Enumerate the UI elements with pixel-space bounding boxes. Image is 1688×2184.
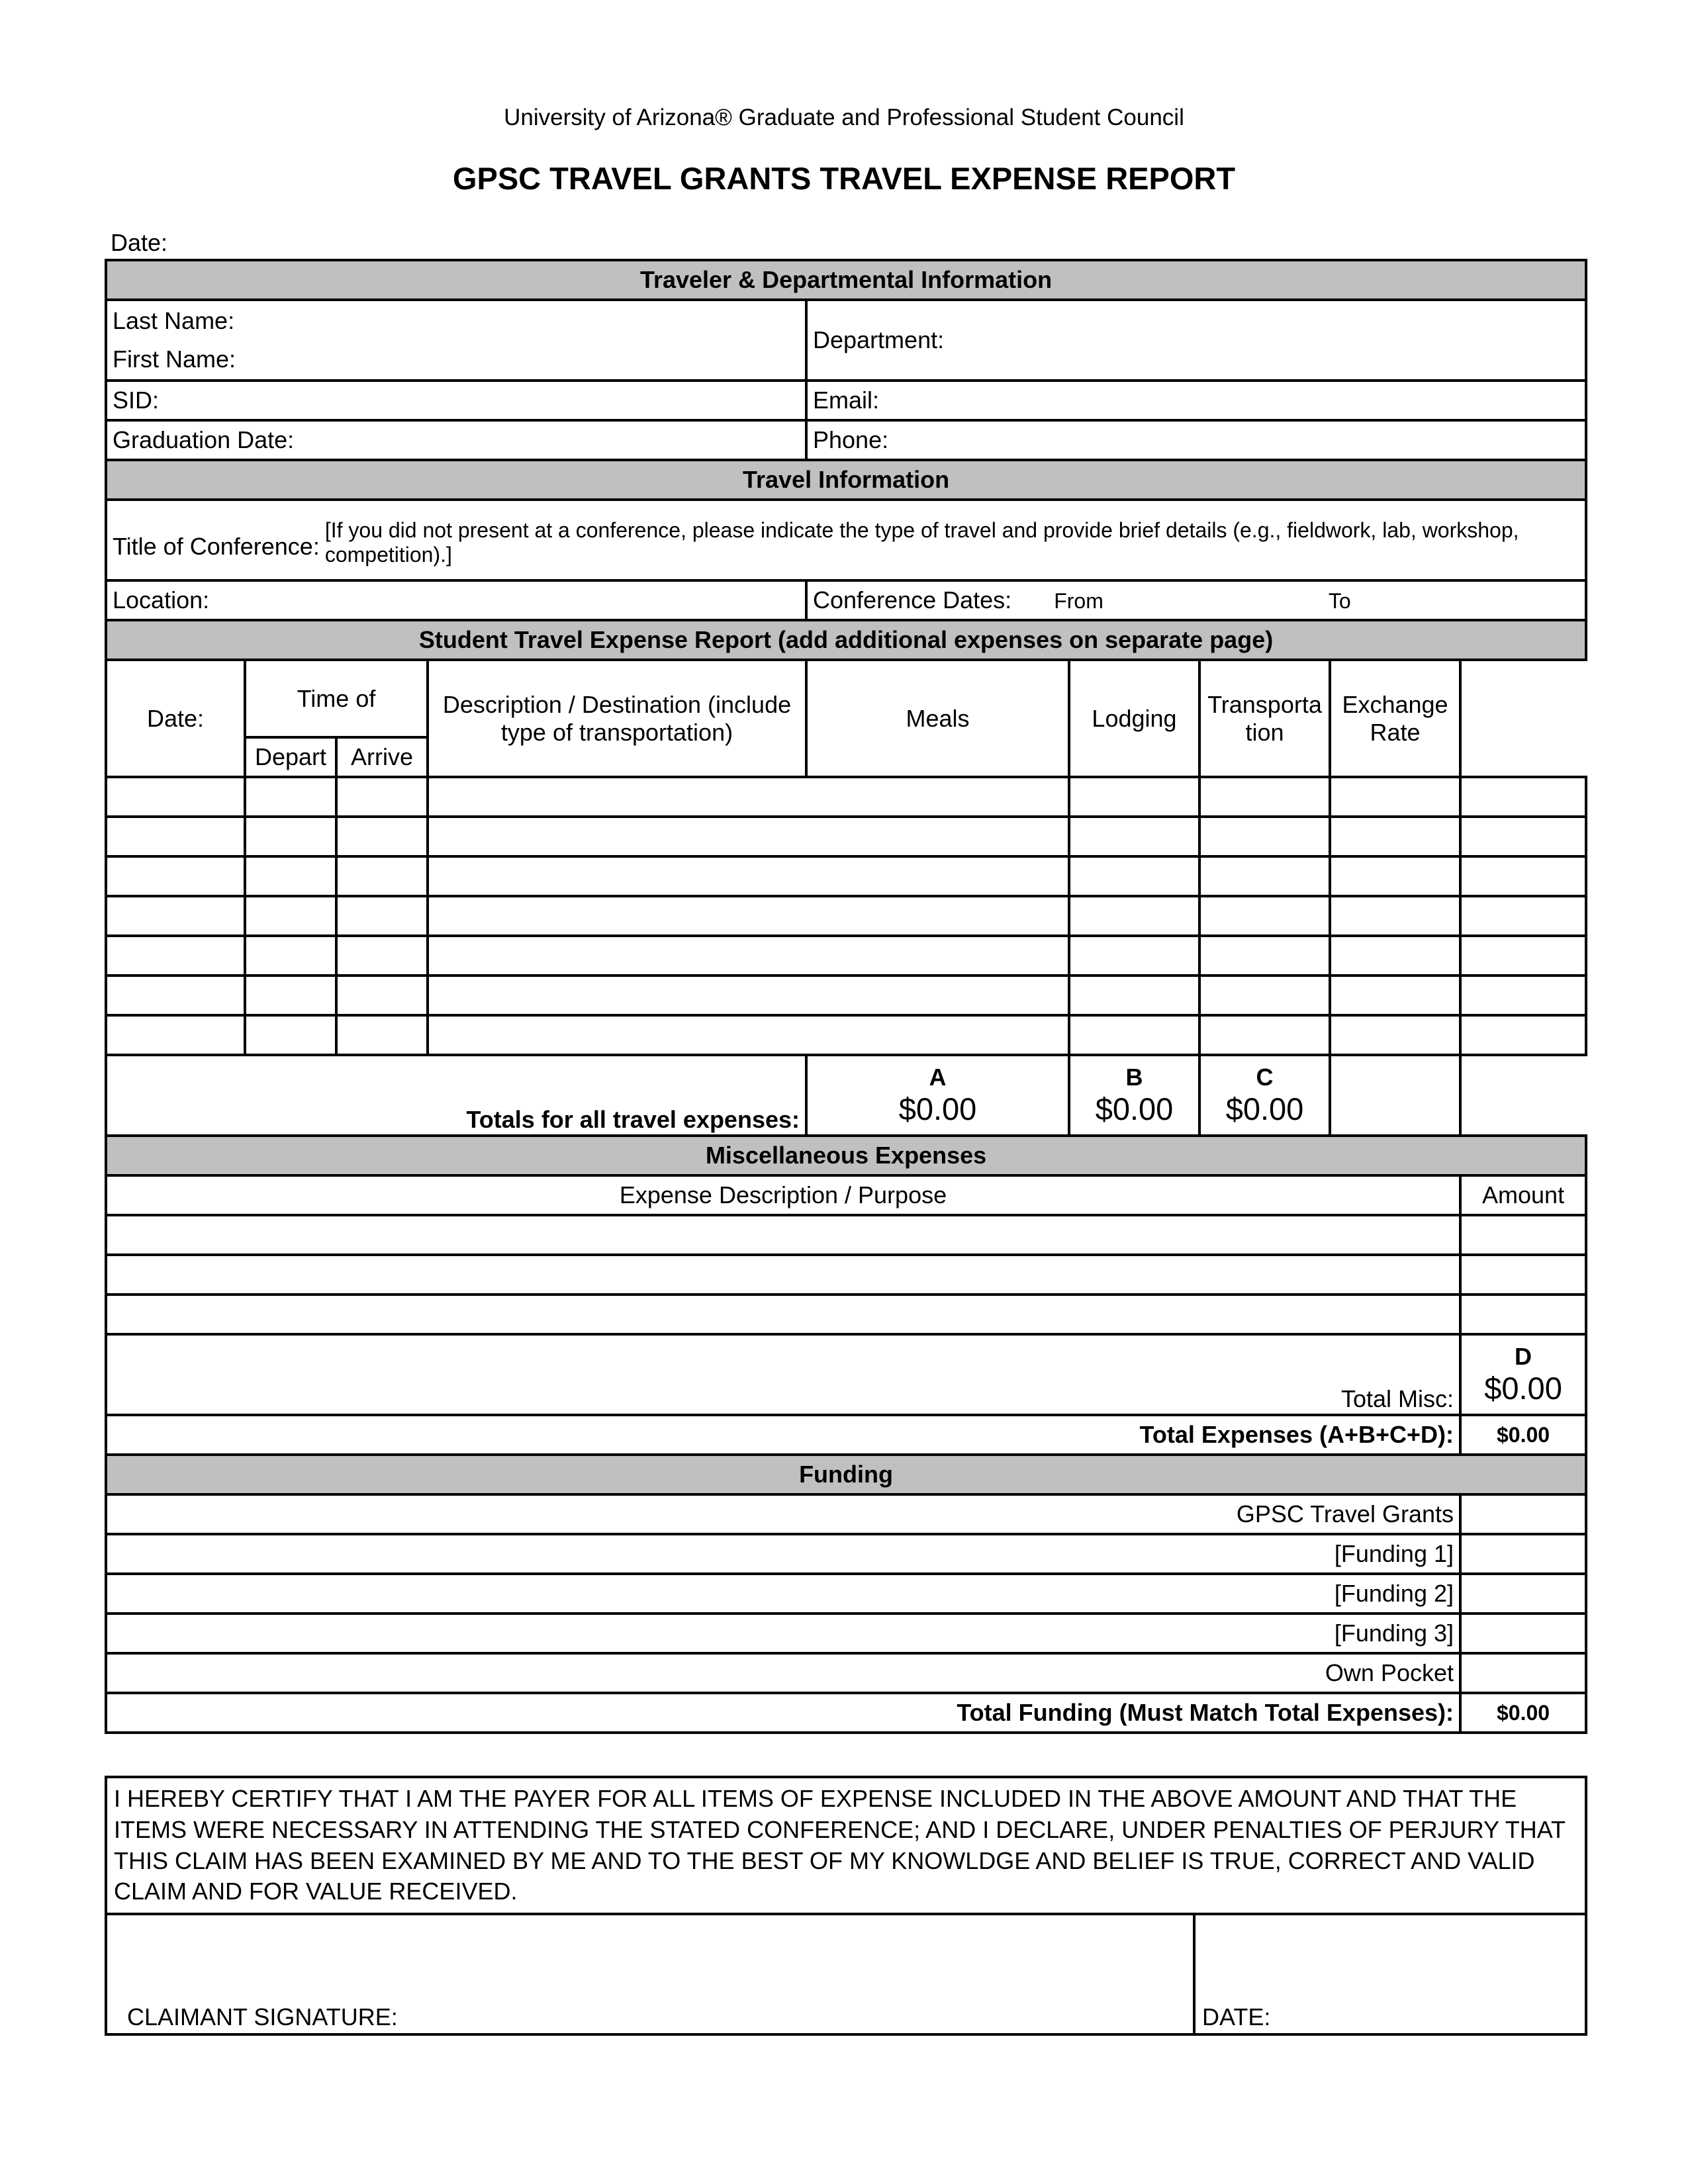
expense-arrive-cell[interactable] bbox=[336, 777, 428, 817]
funding-row bbox=[106, 1494, 1586, 1534]
total-transportation-cell bbox=[1199, 1055, 1330, 1136]
expense-report-form bbox=[105, 259, 1587, 1734]
funding-amount-cell[interactable] bbox=[1460, 1494, 1586, 1534]
misc-section-header: Miscellaneous Expenses bbox=[106, 1136, 1586, 1175]
misc-amount-cell[interactable] bbox=[1460, 1215, 1586, 1255]
page-title: GPSC TRAVEL GRANTS TRAVEL EXPENSE REPORT bbox=[452, 161, 1236, 196]
certification-block bbox=[105, 1776, 1587, 2036]
total-c-letter: C bbox=[1256, 1064, 1274, 1091]
funding-amount-cell[interactable] bbox=[1460, 1653, 1586, 1693]
misc-description-cell[interactable] bbox=[106, 1215, 1460, 1255]
expense-exchange-cell[interactable] bbox=[1460, 856, 1586, 896]
expense-date-cell[interactable] bbox=[106, 1015, 245, 1055]
funding-row bbox=[106, 1534, 1586, 1574]
expense-meals-cell[interactable] bbox=[1069, 936, 1199, 976]
expense-date-cell[interactable] bbox=[106, 896, 245, 936]
total-lodging-cell bbox=[1069, 1055, 1199, 1136]
expense-arrive-cell[interactable] bbox=[336, 896, 428, 936]
expense-lodging-cell[interactable] bbox=[1199, 777, 1330, 817]
last-name-field[interactable]: Last Name: bbox=[113, 307, 235, 334]
misc-amount-header: Amount bbox=[1460, 1175, 1586, 1215]
expense-row bbox=[106, 856, 1586, 896]
funding-source-label: [Funding 3] bbox=[106, 1614, 1460, 1653]
expense-date-cell[interactable] bbox=[106, 817, 245, 856]
expense-depart-cell[interactable] bbox=[245, 817, 336, 856]
totals-label: Totals for all travel expenses: bbox=[106, 1055, 806, 1136]
conference-title-label: Title of Conference: bbox=[113, 533, 320, 561]
expense-meals-cell[interactable] bbox=[1069, 1015, 1199, 1055]
expense-exchange-cell[interactable] bbox=[1460, 777, 1586, 817]
signature-date-field[interactable]: DATE: bbox=[1194, 1914, 1586, 2034]
col-date-header: Date: bbox=[106, 660, 245, 777]
misc-amount-cell[interactable] bbox=[1460, 1295, 1586, 1334]
expense-description-cell[interactable] bbox=[428, 896, 1069, 936]
expense-depart-cell[interactable] bbox=[245, 856, 336, 896]
from-label: From bbox=[1054, 589, 1103, 614]
to-label: To bbox=[1328, 589, 1351, 614]
misc-description-cell[interactable] bbox=[106, 1295, 1460, 1334]
misc-rows bbox=[106, 1215, 1586, 1334]
col-description-header: Description / Destination (include type of transportation) bbox=[428, 660, 806, 777]
expense-transportation-cell[interactable] bbox=[1330, 777, 1460, 817]
expense-exchange-cell[interactable] bbox=[1460, 817, 1586, 856]
expense-lodging-cell[interactable] bbox=[1199, 856, 1330, 896]
conference-dates-field[interactable] bbox=[806, 580, 1586, 620]
expense-transportation-cell[interactable] bbox=[1330, 1015, 1460, 1055]
expense-row bbox=[106, 777, 1586, 817]
expense-description-cell[interactable] bbox=[428, 936, 1069, 976]
misc-row bbox=[106, 1255, 1586, 1295]
expense-meals-cell[interactable] bbox=[1069, 976, 1199, 1015]
expense-exchange-cell[interactable] bbox=[1460, 976, 1586, 1015]
col-exchange-rate-header: Exchange Rate bbox=[1330, 660, 1460, 777]
expense-transportation-cell[interactable] bbox=[1330, 817, 1460, 856]
expense-meals-cell[interactable] bbox=[1069, 817, 1199, 856]
expense-exchange-cell[interactable] bbox=[1460, 936, 1586, 976]
expense-date-cell[interactable] bbox=[106, 936, 245, 976]
col-transportation-header: Transporta tion bbox=[1199, 660, 1330, 777]
expense-depart-cell[interactable] bbox=[245, 936, 336, 976]
expense-row bbox=[106, 1015, 1586, 1055]
expense-depart-cell[interactable] bbox=[245, 896, 336, 936]
funding-amount-cell[interactable] bbox=[1460, 1534, 1586, 1574]
expense-arrive-cell[interactable] bbox=[336, 976, 428, 1015]
expense-lodging-cell[interactable] bbox=[1199, 817, 1330, 856]
total-misc-label: Total Misc: bbox=[106, 1334, 1460, 1415]
first-name-field[interactable]: First Name: bbox=[113, 345, 236, 373]
total-funding-value: $0.00 bbox=[1460, 1693, 1586, 1733]
expense-row bbox=[106, 976, 1586, 1015]
claimant-signature-field[interactable]: CLAIMANT SIGNATURE: bbox=[106, 1914, 1194, 2034]
funding-source-label: Own Pocket bbox=[106, 1653, 1460, 1693]
funding-row bbox=[106, 1574, 1586, 1614]
expense-depart-cell[interactable] bbox=[245, 976, 336, 1015]
expense-lodging-cell[interactable] bbox=[1199, 1015, 1330, 1055]
expense-row bbox=[106, 817, 1586, 856]
misc-row bbox=[106, 1295, 1586, 1334]
phone-field[interactable]: Phone: bbox=[806, 420, 1586, 460]
expense-description-cell[interactable] bbox=[428, 817, 1069, 856]
expense-description-cell[interactable] bbox=[428, 856, 1069, 896]
report-date-label[interactable]: Date: bbox=[111, 229, 168, 256]
expense-transportation-cell[interactable] bbox=[1330, 896, 1460, 936]
misc-amount-cell[interactable] bbox=[1460, 1255, 1586, 1295]
expense-arrive-cell[interactable] bbox=[336, 936, 428, 976]
total-expenses-value: $0.00 bbox=[1460, 1415, 1586, 1455]
email-field[interactable]: Email: bbox=[806, 381, 1586, 420]
col-lodging-header: Lodging bbox=[1069, 660, 1199, 777]
graduation-date-field[interactable]: Graduation Date: bbox=[106, 420, 806, 460]
expense-description-cell[interactable] bbox=[428, 1015, 1069, 1055]
col-arrive-header: Arrive bbox=[336, 737, 428, 777]
expense-exchange-cell[interactable] bbox=[1460, 896, 1586, 936]
funding-source-label: [Funding 2] bbox=[106, 1574, 1460, 1614]
total-funding-label: Total Funding (Must Match Total Expenses): bbox=[106, 1693, 1460, 1733]
expense-meals-cell[interactable] bbox=[1069, 896, 1199, 936]
col-depart-header: Depart bbox=[245, 737, 336, 777]
total-d-letter: D bbox=[1515, 1343, 1532, 1371]
funding-section-header: Funding bbox=[106, 1455, 1586, 1494]
travel-section-header: Travel Information bbox=[106, 460, 1586, 500]
conference-title-field[interactable] bbox=[106, 500, 1586, 580]
conference-dates-label: Conference Dates: bbox=[813, 586, 1012, 614]
expense-exchange-cell[interactable] bbox=[1460, 1015, 1586, 1055]
expense-lodging-cell[interactable] bbox=[1199, 936, 1330, 976]
total-b-letter: B bbox=[1125, 1064, 1143, 1091]
expense-meals-cell[interactable] bbox=[1069, 856, 1199, 896]
expense-report-section-header: Student Travel Expense Report (add additional expenses on separate page) bbox=[106, 620, 1586, 660]
name-cell bbox=[106, 300, 806, 381]
total-misc-value: $0.00 bbox=[1484, 1370, 1562, 1406]
total-lodging-value: $0.00 bbox=[1095, 1091, 1174, 1126]
funding-amount-cell[interactable] bbox=[1460, 1574, 1586, 1614]
expense-row bbox=[106, 896, 1586, 936]
expense-depart-cell[interactable] bbox=[245, 1015, 336, 1055]
expense-transportation-cell[interactable] bbox=[1330, 936, 1460, 976]
col-meals-header: Meals bbox=[806, 660, 1069, 777]
expense-arrive-cell[interactable] bbox=[336, 856, 428, 896]
expense-transportation-cell[interactable] bbox=[1330, 856, 1460, 896]
expense-date-cell[interactable] bbox=[106, 777, 245, 817]
expense-description-cell[interactable] bbox=[428, 777, 1069, 817]
expense-date-cell[interactable] bbox=[106, 856, 245, 896]
misc-description-cell[interactable] bbox=[106, 1255, 1460, 1295]
expense-depart-cell[interactable] bbox=[245, 777, 336, 817]
expense-date-cell[interactable] bbox=[106, 976, 245, 1015]
funding-row bbox=[106, 1614, 1586, 1653]
total-a-letter: A bbox=[929, 1064, 947, 1091]
total-transportation-value: $0.00 bbox=[1225, 1091, 1304, 1126]
expense-transportation-cell[interactable] bbox=[1330, 976, 1460, 1015]
funding-rows bbox=[106, 1494, 1586, 1693]
sid-field[interactable]: SID: bbox=[106, 381, 806, 420]
total-meals-cell bbox=[806, 1055, 1069, 1136]
col-time-of-header: Time of bbox=[245, 660, 428, 737]
expense-row bbox=[106, 936, 1586, 976]
certification-text: I HEREBY CERTIFY THAT I AM THE PAYER FOR ALL ITEMS OF EXPENSE INCLUDED IN THE ABOVE AMOUNT AND THAT THE ITEMS WERE NECESSARY IN ATTENDING THE STATED CONFERENCE; AND I DECLARE, UNDER PENALTIES OF PERJURY THAT THIS CLAIM HAS BEEN EXAMINED BY ME AND TO THE BEST OF MY KNOWLDGE AND BELIEF IS TRUE, CORRECT AND VALID CLAIM AND FOR VALUE RECEIVED. bbox=[106, 1777, 1586, 1914]
funding-source-label: [Funding 1] bbox=[106, 1534, 1460, 1574]
expense-lodging-cell[interactable] bbox=[1199, 896, 1330, 936]
location-field[interactable]: Location: bbox=[106, 580, 806, 620]
funding-source-label: GPSC Travel Grants bbox=[106, 1494, 1460, 1534]
expense-arrive-cell[interactable] bbox=[336, 1015, 428, 1055]
expense-arrive-cell[interactable] bbox=[336, 817, 428, 856]
total-exchange-cell bbox=[1330, 1055, 1460, 1136]
expense-lodging-cell[interactable] bbox=[1199, 976, 1330, 1015]
funding-row bbox=[106, 1653, 1586, 1693]
expense-meals-cell[interactable] bbox=[1069, 777, 1199, 817]
misc-row bbox=[106, 1215, 1586, 1255]
department-field[interactable]: Department: bbox=[806, 300, 1586, 381]
expense-rows bbox=[106, 777, 1586, 1055]
total-meals-value: $0.00 bbox=[898, 1091, 977, 1126]
funding-amount-cell[interactable] bbox=[1460, 1614, 1586, 1653]
expense-description-cell[interactable] bbox=[428, 976, 1069, 1015]
traveler-section-header: Traveler & Departmental Information bbox=[106, 260, 1586, 300]
total-expenses-label: Total Expenses (A+B+C+D): bbox=[106, 1415, 1460, 1455]
total-misc-cell bbox=[1460, 1334, 1586, 1415]
conference-title-hint: [If you did not present at a conference, please indicate the type of travel and provide brief details (e.g., fieldwork, lab, workshop, competition).] bbox=[324, 518, 1519, 567]
misc-description-header: Expense Description / Purpose bbox=[106, 1175, 1460, 1215]
organization-name: University of Arizona® Graduate and Professional Student Council bbox=[504, 105, 1184, 130]
